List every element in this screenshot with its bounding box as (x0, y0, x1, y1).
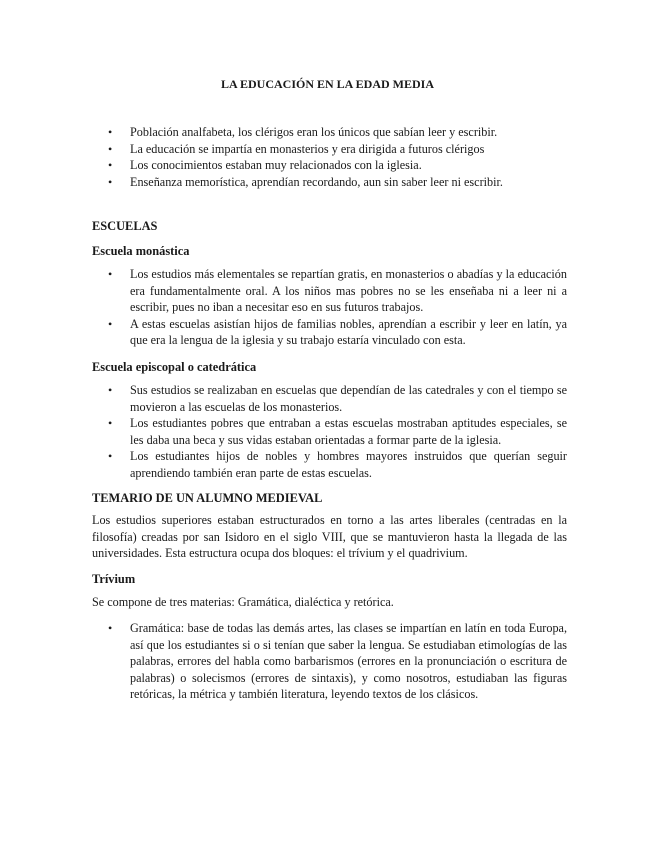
bullet-icon: • (108, 449, 113, 464)
list-item: • Sus estudios se realizaban en escuelas que dependían de las catedrales y con el tiempo se movieron a las escuelas de los monasterios. (108, 383, 567, 414)
bullet-icon: • (108, 383, 113, 397)
list-item: • Los estudiantes pobres que entraban a estas escuelas mostraban aptitudes especiales, se les daba una beca y sus vidas estaban orientadas a formar parte de la iglesia. (108, 416, 567, 447)
list-item: • Población analfabeta, los clérigos eran los únicos que sabían leer y escribir. (108, 125, 498, 139)
document-title: LA EDUCACIÓN EN LA EDAD MEDIA (220, 77, 435, 91)
list-item: • Los estudiantes hijos de nobles y hombres mayores instruidos que querían seguir aprendiendo también eran parte de estas escuelas. (108, 449, 567, 480)
list-item: • Enseñanza memorística, aprendían recordando, aun sin saber leer ni escribir. (108, 174, 503, 189)
bullet-icon: • (108, 125, 113, 139)
list-item: • Los estudios más elementales se repartían gratis, en monasterios o abadías y la educación era fundamentalmente oral. A los niños mas pobres no se les enseñaba ni a leer ni a escribir, pues no iban a necesitar eso en sus futuros trabajos. (108, 267, 567, 315)
bullet-icon: • (108, 141, 113, 156)
list-item: • A estas escuelas asistían hijos de familias nobles, aprendían a escribir y leer en latín, ya que era la lengua de la iglesia y su trabajo estaría vinculado con esta. (108, 316, 567, 348)
subheading-escuela-episcopal: Escuela episcopal o catedrática (92, 360, 257, 374)
trivium-paragraph: Se compone de tres materias: Gramática, dialéctica y retórica. (92, 595, 394, 609)
subheading-trivium: Trívium (92, 572, 136, 586)
temario-paragraph: Los estudios superiores estaban estructurados en torno a las artes liberales (centradas en la filosofía) creadas por san Isidoro en el siglo VIII, que se mantuvieron hasta la llegada de las universidades. Esta estructura ocupa dos bloques: el trívium y el quadrivium. (92, 513, 567, 561)
bullet-icon: • (108, 416, 113, 431)
bullet-icon: • (108, 267, 113, 281)
monastica-bullet-list (92, 266, 567, 349)
bullet-icon: • (108, 316, 113, 331)
trivium-bullet-list (92, 620, 567, 703)
section-heading-temario: TEMARIO DE UN ALUMNO MEDIEVAL (92, 491, 323, 505)
bullet-icon: • (108, 621, 113, 635)
episcopal-bullet-list (92, 382, 567, 482)
bullet-icon: • (108, 158, 113, 173)
list-item: • La educación se impartía en monasterios y era dirigida a futuros clérigos (108, 141, 485, 156)
bullet-icon: • (108, 174, 113, 189)
section-heading-escuelas: ESCUELAS (92, 219, 158, 233)
list-item: • Los conocimientos estaban muy relacionados con la iglesia. (108, 158, 422, 173)
intro-bullet-list (92, 124, 567, 190)
subheading-escuela-monastica: Escuela monástica (92, 244, 190, 258)
list-item: • Gramática: base de todas las demás artes, las clases se impartían en latín en toda Europa, así que los estudiantes si o si tenían que saber la lengua. Se estudiaban etimologías de las palabras, errores del habla como barbarismos (errores en la pronunciación o escritura de palabras) o solecismos (errores de sintaxis), y como nosotros, estudiaban las figuras retóricas, la métrica y también literatura, leyendo textos de los clásicos. (108, 621, 567, 702)
